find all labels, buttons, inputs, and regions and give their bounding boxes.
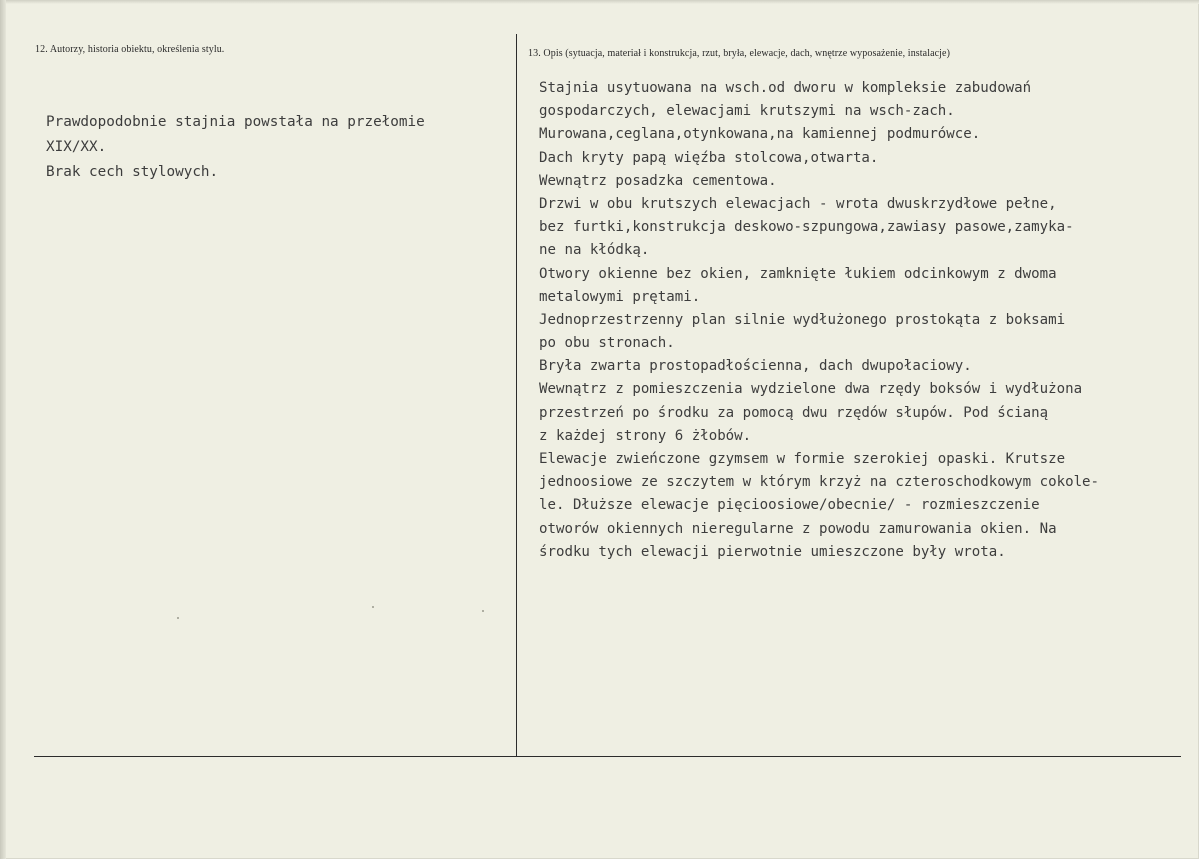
- text-line: Prawdopodobnie stajnia powstała na przełomie: [46, 114, 425, 130]
- text-line: z każdej strony 6 żłobów.: [539, 427, 752, 444]
- text-line: środku tych elewacji pierwotnie umieszczone były wrota.: [539, 543, 1006, 560]
- paper-speck: [177, 617, 179, 619]
- card-top-edge: [0, 0, 1199, 4]
- section-13-text: [539, 77, 1099, 564]
- text-line: otworów okiennych nieregularne z powodu zamurowania okien. Na: [539, 520, 1057, 537]
- text-line: Wewnątrz z pomieszczenia wydzielone dwa rzędy boksów i wydłużona: [539, 381, 1083, 398]
- text-line: po obu stronach.: [539, 335, 675, 352]
- text-line: przestrzeń po środku za pomocą dwu rzędów słupów. Pod ścianą: [539, 404, 1049, 421]
- section-12-heading: 12. Autorzy, historia obiektu, określenia stylu.: [35, 44, 225, 55]
- paper-speck: [372, 606, 374, 608]
- text-line: Murowana,ceglana,otynkowana,na kamiennej podmurówce.: [539, 126, 981, 143]
- text-line: Wewnątrz posadzka cementowa.: [539, 172, 777, 189]
- paper-speck: [482, 610, 484, 612]
- text-line: Otwory okienne bez okien, zamknięte łukiem odcinkowym z dwoma: [539, 265, 1057, 282]
- text-line: XIX/XX.: [46, 139, 107, 155]
- section-12-text: [46, 110, 425, 185]
- text-line: Dach kryty papą więźba stolcowa,otwarta.: [539, 149, 879, 166]
- text-line: bez furtki,konstrukcja deskowo-szpungowa,zawiasy pasowe,zamyka-: [539, 219, 1074, 236]
- text-line: Bryła zwarta prostopadłościenna, dach dwupołaciowy.: [539, 358, 972, 375]
- section-13-heading: 13. Opis (sytuacja, materiał i konstrukcja, rzut, bryła, elewacje, dach, wnętrze wyposażenie, instalacje): [528, 48, 950, 59]
- bottom-rule: [34, 756, 1181, 757]
- text-line: Jednoprzestrzenny plan silnie wydłużonego prostokąta z boksami: [539, 311, 1066, 328]
- column-divider: [516, 34, 517, 756]
- text-line: ne na kłódką.: [539, 242, 650, 259]
- text-line: Elewacje zwieńczone gzymsem w formie szerokiej opaski. Krutsze: [539, 451, 1066, 467]
- text-line: Stajnia usytuowana na wsch.od dworu w kompleksie zabudowań: [539, 80, 1032, 96]
- text-line: jednoosiowe ze szczytem w którym krzyż na czteroschodkowym cokole-: [539, 474, 1100, 491]
- text-line: gospodarczych, elewacjami krutszymi na wsch-zach.: [539, 103, 955, 120]
- text-line: Drzwi w obu krutszych elewacjach - wrota dwuskrzydłowe pełne,: [539, 195, 1057, 212]
- card-left-edge: [0, 0, 6, 859]
- text-line: metalowymi prętami.: [539, 288, 701, 305]
- text-line: le. Dłuższe elewacje pięcioosiowe/obecnie/ - rozmieszczenie: [539, 497, 1040, 514]
- text-line: Brak cech stylowych.: [46, 164, 219, 180]
